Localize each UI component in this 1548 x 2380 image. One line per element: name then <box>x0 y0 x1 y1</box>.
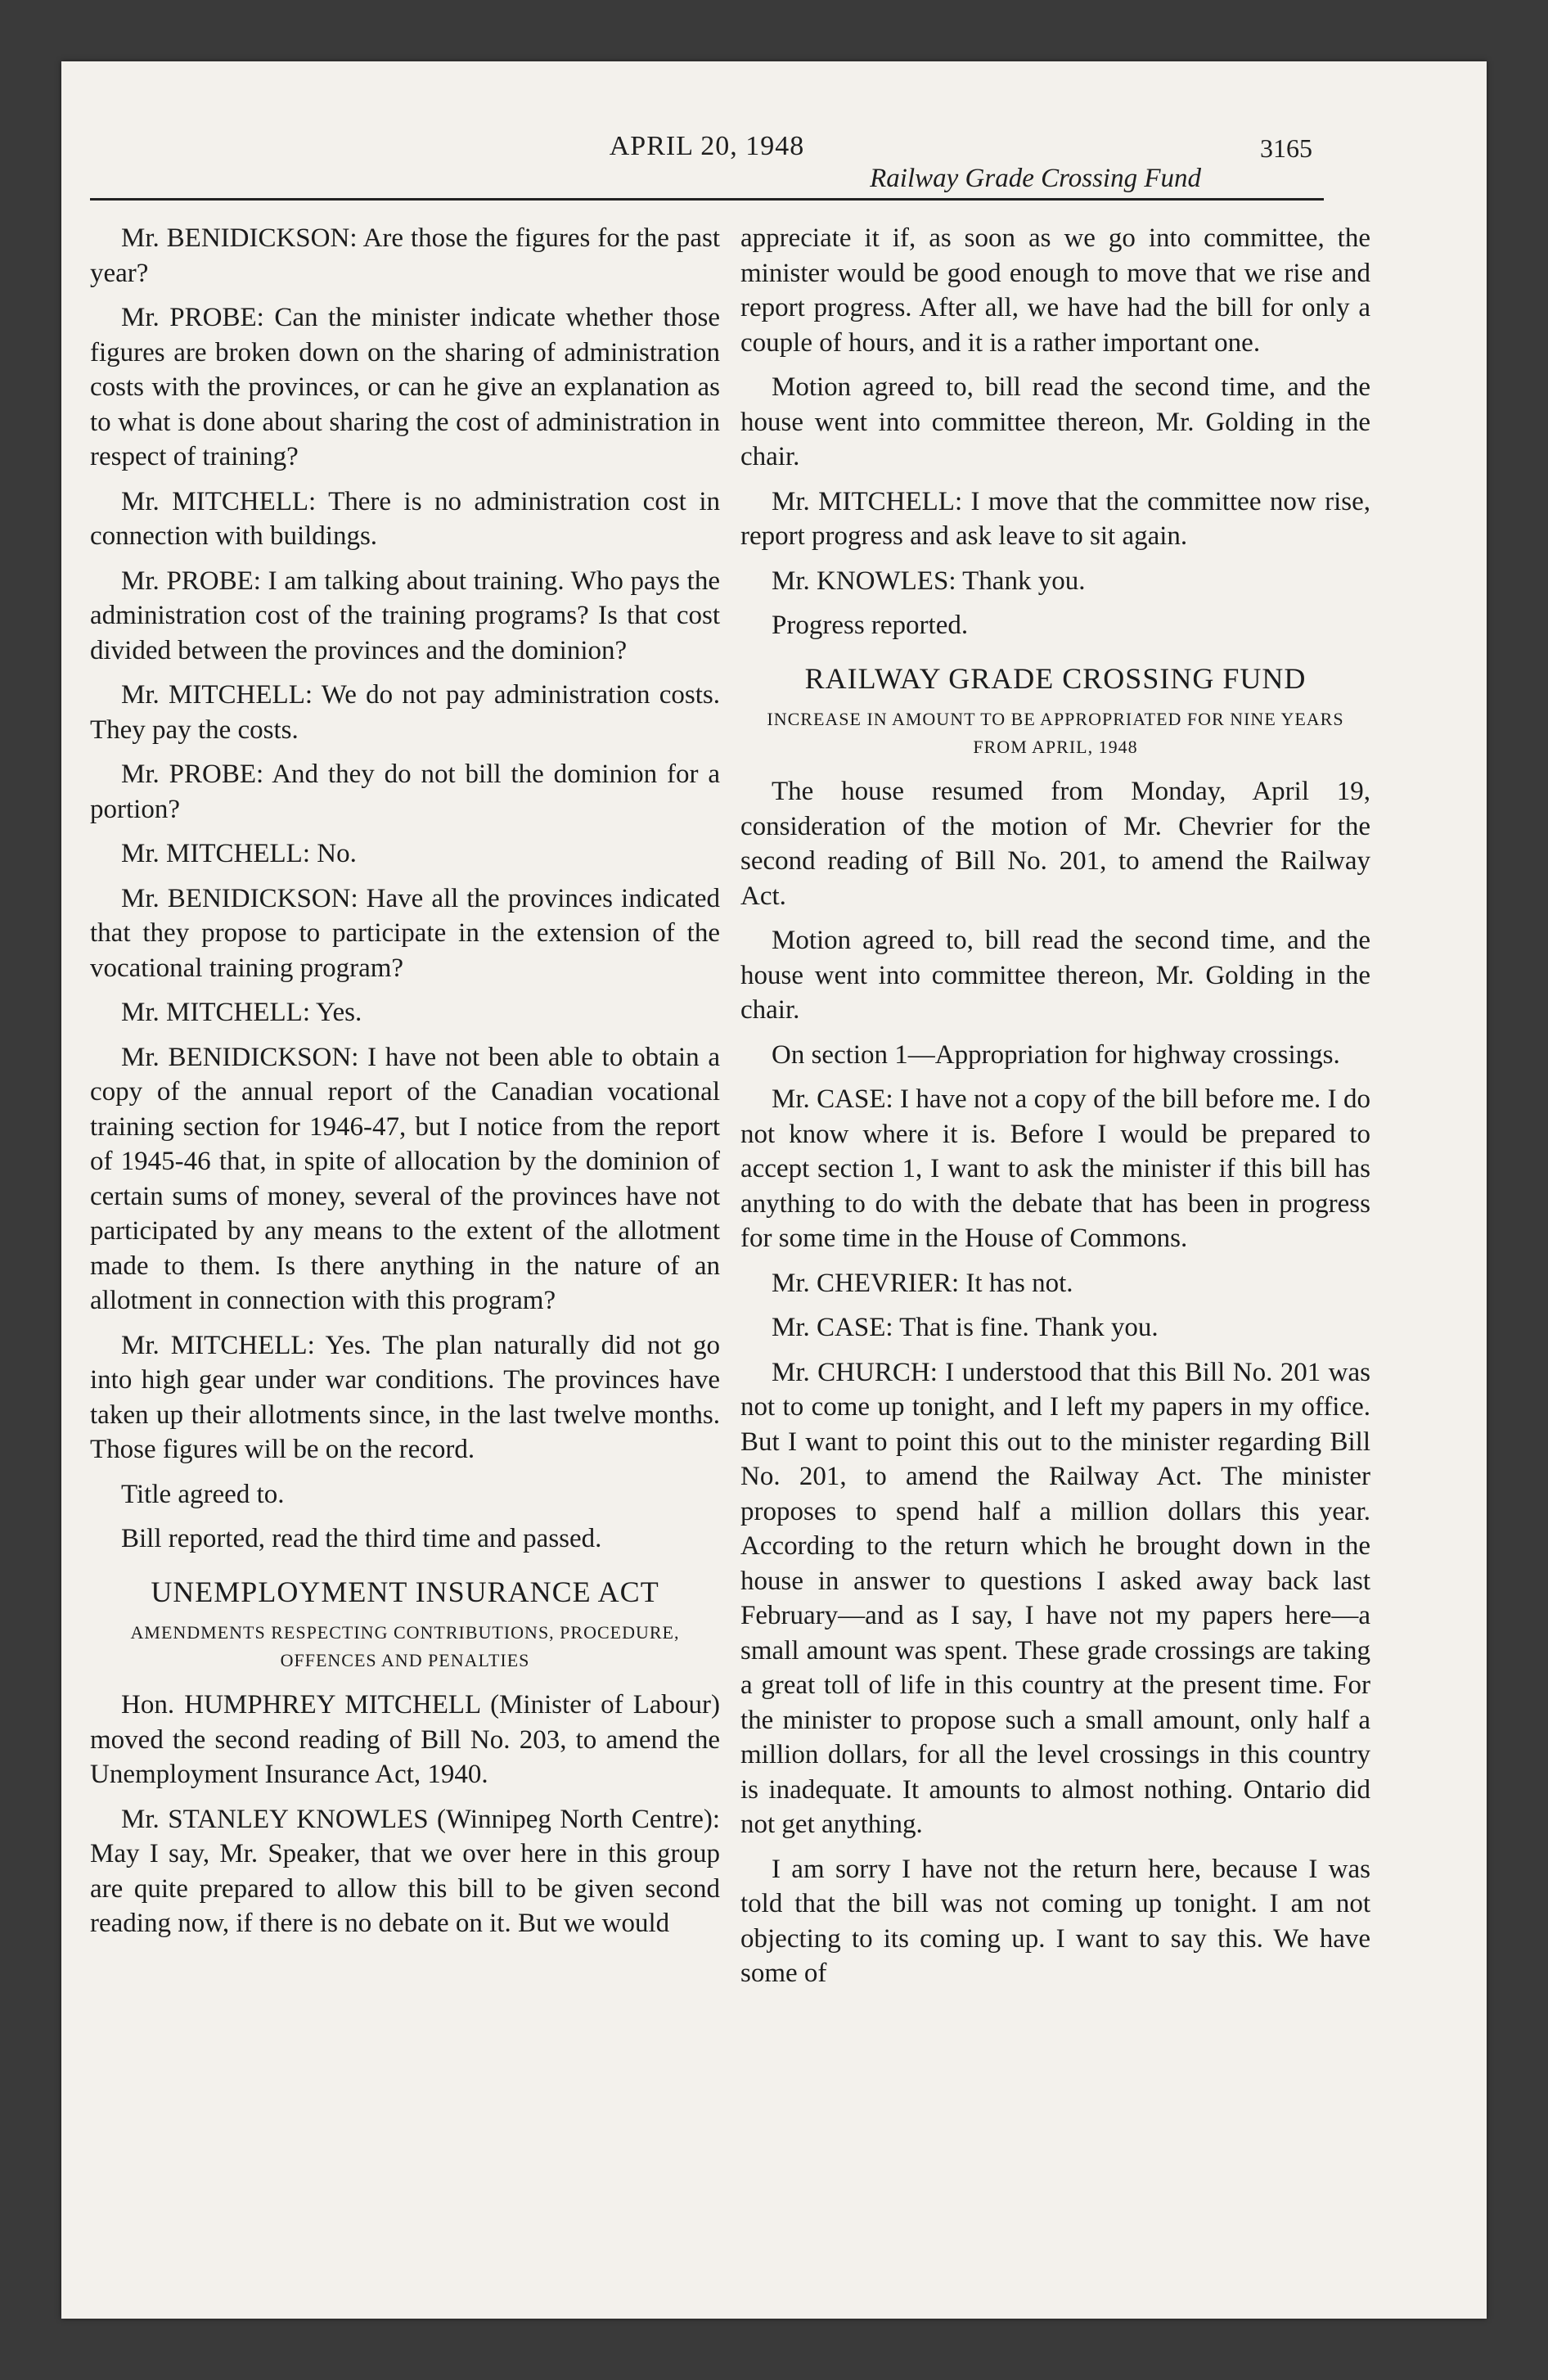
left-column <box>90 221 720 1951</box>
paragraph: Title agreed to. <box>121 1479 285 1509</box>
paragraph: Mr. MITCHELL: No. <box>121 839 357 868</box>
section-subheading: INCREASE IN AMOUNT TO BE APPROPRIATED FOR NINE YEARS FROM APRIL, 1948 <box>767 709 1344 757</box>
right-column <box>740 221 1370 2001</box>
paragraph: Mr. MITCHELL: Yes. The plan naturally did not go into high gear under war conditions. The provinces have taken up their allotments since, in the last twelve months. Those figures will be on the record. <box>90 1330 720 1464</box>
paragraph: Motion agreed to, bill read the second time, and the house went into committee thereon, Mr. Golding in the chair. <box>740 926 1370 1025</box>
section-heading: UNEMPLOYMENT INSURANCE ACT <box>151 1575 659 1608</box>
header-rule <box>90 198 1324 201</box>
paragraph: The house resumed from Monday, April 19, consideration of the motion of Mr. Chevrier for the second reading of Bill No. 201, to amend the Railway Act. <box>740 777 1370 911</box>
paragraph: Motion agreed to, bill read the second time, and the house went into committee thereon, Mr. Golding in the chair. <box>740 372 1370 471</box>
paragraph: Mr. PROBE: And they do not bill the dominion for a portion? <box>90 760 720 824</box>
paragraph: Hon. HUMPHREY MITCHELL (Minister of Labour) moved the second reading of Bill No. 203, to amend the Unemployment Insurance Act, 1940. <box>90 1690 720 1789</box>
paragraph: Progress reported. <box>772 611 969 640</box>
page-header <box>90 65 1324 196</box>
paragraph: Mr. BENIDICKSON: Have all the provinces indicated that they propose to participate in the extension of the vocational training program? <box>90 883 720 983</box>
paragraph: Mr. MITCHELL: Yes. <box>121 998 362 1027</box>
paragraph: Mr. BENIDICKSON: Are those the figures for the past year? <box>90 223 720 288</box>
paragraph: Mr. MITCHELL: I move that the committee now rise, report progress and ask leave to sit again. <box>740 486 1370 551</box>
section-subheading: AMENDMENTS RESPECTING CONTRIBUTIONS, PROCEDURE, OFFENCES AND PENALTIES <box>130 1622 680 1670</box>
paragraph: Bill reported, read the third time and passed. <box>121 1524 602 1553</box>
paragraph: Mr. CHURCH: I understood that this Bill No. 201 was not to come up tonight, and I left my papers in my office. But I want to point this out to the minister regarding Bill No. 201, to amend the Railway Act. The minister proposes to spend half a million dollars this year. According to the return which he brought down in the house in answer to questions I asked away back last February—and as I say, I have not my papers here—a small amount was spent. These grade crossings are taking a great toll of life in this country at the present time. For the minister to propose such a small amount, only half a million dollars, for all the level crossings in this country is inadequate. It amounts to almost nothing. Ontario did not get anything. <box>740 1357 1370 1839</box>
paragraph: Mr. BENIDICKSON: I have not been able to obtain a copy of the annual report of the Canadian vocational training section for 1946-47, but I notice from the report of 1945-46 that, in spite of allocation by the dominion of certain sums of money, several of the provinces have not participated by any means to the extent of the allotment made to them. Is there anything in the nature of an allotment in connection with this program? <box>90 1042 720 1315</box>
paragraph: Mr. STANLEY KNOWLES (Winnipeg North Centre): May I say, Mr. Speaker, that we over here in this group are quite prepared to allow this bill to be given second reading now, if there is no debate on it. But we would <box>90 1804 720 1938</box>
paragraph: Mr. MITCHELL: There is no administration cost in connection with buildings. <box>90 486 720 551</box>
paragraph: I am sorry I have not the return here, because I was told that the bill was not coming up tonight. I am not objecting to its coming up. I want to say this. We have some of <box>740 1854 1370 1988</box>
section-heading: RAILWAY GRADE CROSSING FUND <box>804 661 1307 695</box>
paragraph: Mr. CHEVRIER: It has not. <box>772 1268 1073 1298</box>
page-date: APRIL 20, 1948 <box>609 131 805 161</box>
paragraph: Mr. KNOWLES: Thank you. <box>772 566 1086 596</box>
paragraph: On section 1—Appropriation for highway crossings. <box>772 1039 1340 1070</box>
paragraph: Mr. PROBE: I am talking about training. Who pays the administration cost of the training programs? Is that cost divided between the provinces and the dominion? <box>90 566 720 665</box>
page-number: 3165 <box>1260 133 1312 163</box>
paragraph: Mr. CASE: I have not a copy of the bill before me. I do not know where it is. Before I would be prepared to accept section 1, I want to ask the minister if this bill has anything to do with the debate that has been in progress for some time in the House of Commons. <box>740 1084 1370 1253</box>
paragraph: appreciate it if, as soon as we go into committee, the minister would be good enough to move that we rise and report progress. After all, we have had the bill for only a couple of hours, and it is a rather important one. <box>740 223 1370 358</box>
paragraph: Mr. MITCHELL: We do not pay administration costs. They pay the costs. <box>90 680 720 745</box>
running-section-title: Railway Grade Crossing Fund <box>870 164 1201 193</box>
paragraph: Mr. PROBE: Can the minister indicate whether those figures are broken down on the sharing of administration costs with the provinces, or can he give an explanation as to what is done about sharing the cost of administration in respect of training? <box>90 303 720 471</box>
paragraph: Mr. CASE: That is fine. Thank you. <box>772 1313 1159 1342</box>
